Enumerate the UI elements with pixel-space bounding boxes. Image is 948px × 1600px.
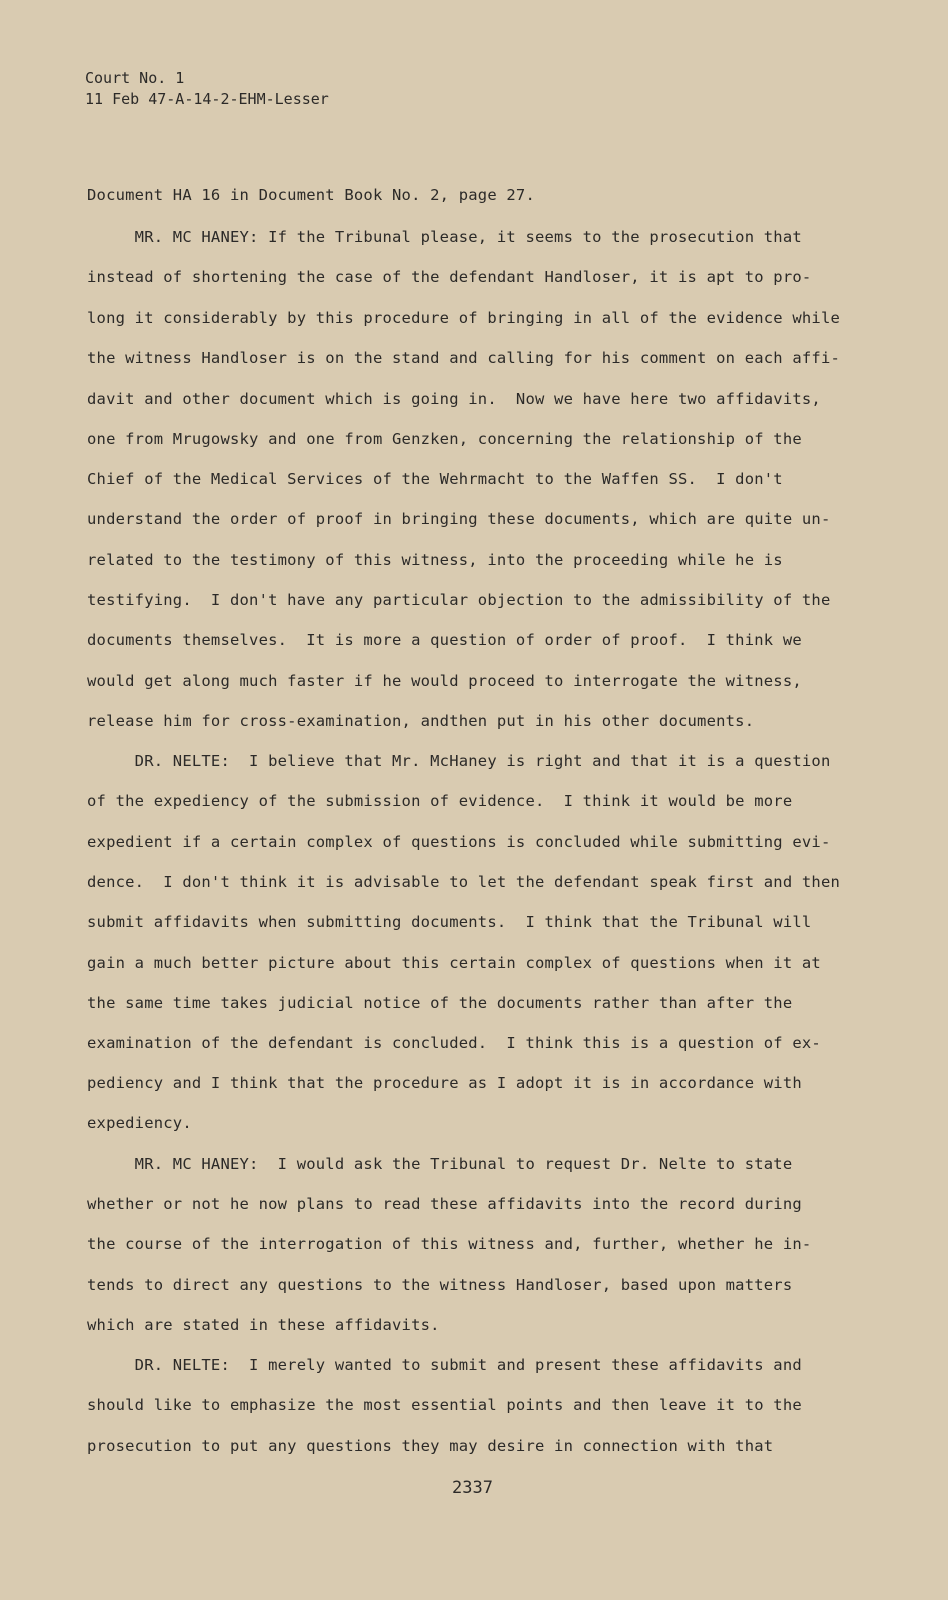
page-number: 2337 — [452, 1478, 493, 1498]
body-line: submit affidavits when submitting documents. I think that the Tribunal will — [87, 913, 812, 931]
body-line: davit and other document which is going in. Now we have here two affidavits, — [87, 390, 821, 408]
body-line: tends to direct any questions to the witness Handloser, based upon matters — [87, 1276, 793, 1294]
body-line: release him for cross-examination, andthen put in his other documents. — [87, 712, 755, 730]
body-line: examination of the defendant is concluded. I think this is a question of ex- — [87, 1034, 821, 1052]
body-line: the same time takes judicial notice of the documents rather than after the — [87, 994, 793, 1012]
body-line: pediency and I think that the procedure as I adopt it is in accordance with — [87, 1074, 802, 1092]
body-line: related to the testimony of this witness, into the proceeding while he is — [87, 551, 783, 569]
body-line: prosecution to put any questions they may desire in connection with that — [87, 1437, 774, 1455]
body-line: long it considerably by this procedure of bringing in all of the evidence while — [87, 309, 841, 327]
body-line: MR. MC HANEY: If the Tribunal please, it seems to the prosecution that — [87, 228, 802, 246]
body-line: would get along much faster if he would proceed to interrogate the witness, — [87, 672, 802, 690]
body-line: should like to emphasize the most essential points and then leave it to the — [87, 1396, 802, 1414]
transcript-reference: 11 Feb 47-A-14-2-EHM-Lesser — [85, 90, 329, 108]
body-line: understand the order of proof in bringing these documents, which are quite un- — [87, 510, 831, 528]
body-line: expedient if a certain complex of questions is concluded while submitting evi- — [87, 833, 831, 851]
body-line: dence. I don't think it is advisable to let the defendant speak first and then — [87, 873, 841, 891]
body-line: instead of shortening the case of the defendant Handloser, it is apt to pro- — [87, 268, 812, 286]
body-line: the witness Handloser is on the stand and calling for his comment on each affi- — [87, 349, 841, 367]
body-line: expediency. — [87, 1114, 192, 1132]
body-line: MR. MC HANEY: I would ask the Tribunal to request Dr. Nelte to state — [87, 1155, 793, 1173]
body-line: DR. NELTE: I believe that Mr. McHaney is right and that it is a question — [87, 752, 831, 770]
body-line: one from Mrugowsky and one from Genzken, concerning the relationship of the — [87, 430, 802, 448]
body-line: which are stated in these affidavits. — [87, 1316, 440, 1334]
body-line: DR. NELTE: I merely wanted to submit and present these affidavits and — [87, 1356, 802, 1374]
body-line: gain a much better picture about this certain complex of questions when it at — [87, 954, 821, 972]
body-line: documents themselves. It is more a question of order of proof. I think we — [87, 631, 802, 649]
body-line: whether or not he now plans to read these affidavits into the record during — [87, 1195, 802, 1213]
body-line: Chief of the Medical Services of the Wehrmacht to the Waffen SS. I don't — [87, 470, 783, 488]
document-reference: Document HA 16 in Document Book No. 2, page 27. — [87, 186, 535, 204]
body-line: the course of the interrogation of this witness and, further, whether he in- — [87, 1235, 812, 1253]
body-line: of the expediency of the submission of evidence. I think it would be more — [87, 792, 793, 810]
court-number: Court No. 1 — [85, 69, 185, 87]
body-line: testifying. I don't have any particular objection to the admissibility of the — [87, 591, 831, 609]
header-block — [85, 68, 329, 110]
